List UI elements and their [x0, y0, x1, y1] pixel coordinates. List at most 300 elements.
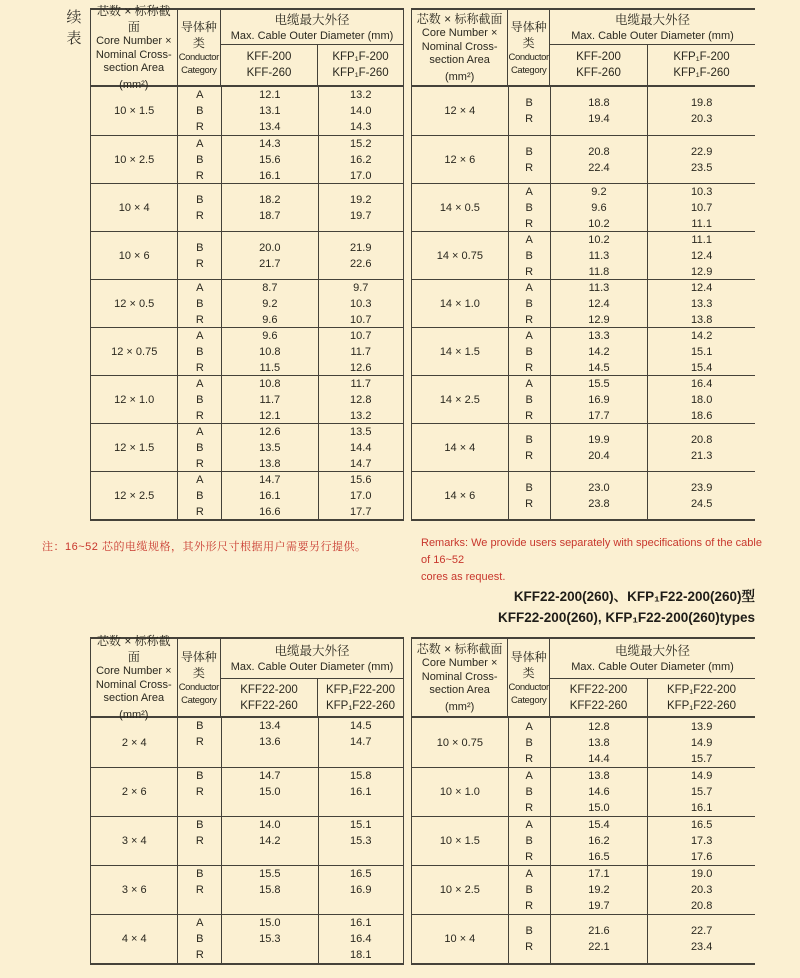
kfp-value: 14.9 [690, 770, 713, 782]
core-header-cell [412, 10, 508, 85]
conductor-letter: A [525, 233, 533, 246]
kfp-value: 17.7 [350, 505, 372, 518]
kfp-values-cell [648, 424, 755, 471]
kff-value: 18.7 [259, 209, 281, 222]
kff-value: 14.7 [259, 770, 281, 782]
diameter-title-en: Max. Cable Outer Diameter (mm) [230, 661, 394, 673]
kfp-column-header: KFP₁F22-200 KFP₁F22-260 [325, 683, 396, 712]
kfp-value: 22.9 [690, 145, 713, 158]
conductor-letter: B [525, 786, 533, 798]
conductor-cell [178, 915, 222, 963]
kfp-value: 19.7 [350, 209, 372, 222]
kff-value: 13.8 [259, 457, 281, 470]
kff-values-cell [222, 280, 318, 327]
conductor-letter: A [525, 281, 533, 294]
kfp-value: 11.7 [350, 377, 372, 390]
diameter-title [221, 639, 403, 679]
conductor-letter: A [525, 185, 533, 198]
remark-english-line1: Remarks: We provide users separately with specifications of the cable of 16~52 [421, 537, 762, 566]
kff-value: 19.2 [588, 884, 610, 896]
conductor-header-en: Category [181, 694, 217, 706]
kff-value: 11.8 [588, 265, 610, 278]
conductor-cell [509, 817, 551, 865]
conductor-letter: B [196, 441, 204, 454]
spec-row [412, 816, 755, 865]
kfp-value: 16.5 [350, 868, 372, 880]
kfp-values-cell [319, 866, 403, 914]
conductor-letter: A [196, 917, 204, 929]
kff-values-cell [551, 768, 649, 816]
kff-value: 14.5 [588, 361, 610, 374]
table1-left-half [90, 4, 404, 521]
kfp-value: 20.3 [690, 884, 713, 896]
kff-value: 18.8 [588, 97, 610, 109]
conductor-header-en: Conductor [508, 681, 549, 693]
kfp-values-cell [319, 328, 403, 375]
spec-row [412, 183, 755, 231]
kff-value: 23.8 [588, 497, 610, 510]
size-cell: 10 × 6 [91, 232, 178, 279]
conductor-header-cn: 导体种 [180, 649, 217, 664]
kff-value: 15.0 [259, 786, 281, 798]
kff-values-cell [222, 866, 318, 914]
kfp-value: 11.1 [691, 217, 712, 230]
kfp-column-header: KFP₁F-200 KFP₁F-260 [673, 51, 730, 79]
diameter-title-cn: 电缆最大外径 [614, 644, 690, 658]
kfp-values-cell [648, 768, 755, 816]
kff-value: 15.6 [259, 153, 281, 166]
spec-row [412, 718, 755, 767]
kfp-value: 14.7 [350, 457, 372, 470]
core-header-en: section Area [103, 692, 165, 704]
kff-values-cell [551, 232, 649, 279]
kff-values-cell [222, 472, 318, 519]
conductor-letter: R [195, 949, 204, 961]
conductor-cell [178, 817, 222, 865]
conductor-cell [509, 718, 551, 767]
kff-value: 19.4 [588, 113, 610, 125]
kff-values-cell [551, 87, 649, 135]
diameter-title-cn: 电缆最大外径 [274, 12, 350, 27]
kfp-value: 10.7 [350, 313, 372, 326]
spec-row [412, 471, 755, 519]
spec-row [91, 471, 403, 519]
kff-value: 11.5 [259, 361, 281, 374]
kfp-value: 23.9 [690, 481, 713, 494]
diameter-title-cn: 电缆最大外径 [274, 644, 350, 658]
kff-values-cell [222, 424, 318, 471]
spec-row [91, 816, 403, 865]
kff-value: 14.2 [588, 345, 610, 358]
spec-row [412, 327, 755, 375]
kff-value: 9.6 [262, 329, 278, 342]
conductor-letter: R [525, 900, 534, 912]
conductor-cell [509, 87, 551, 135]
core-header-en: Core Number × [96, 35, 172, 47]
kff-value: 11.3 [588, 281, 610, 294]
kfp-values-cell [648, 184, 755, 231]
size-cell: 10 × 2.5 [412, 866, 509, 914]
kff-values-cell [222, 184, 318, 231]
conductor-letter: A [196, 137, 204, 150]
kfp-value: 9.7 [353, 281, 369, 294]
table2-right-half [411, 637, 755, 965]
kff-values-cell [551, 328, 649, 375]
conductor-letter: R [525, 161, 534, 174]
kfp-values-cell [648, 232, 755, 279]
kfp-values-cell [648, 472, 755, 519]
kff-value: 14.4 [588, 752, 610, 765]
conductor-letter: R [525, 851, 534, 863]
kfp-values-cell [648, 136, 755, 183]
kff-values-cell [551, 376, 649, 423]
conductor-cell [178, 718, 222, 767]
conductor-header-cn: 类 [522, 35, 535, 50]
conductor-letter: R [525, 313, 534, 326]
kff-value: 21.7 [259, 257, 281, 270]
conductor-letter: B [196, 933, 204, 945]
conductor-cell [178, 87, 222, 135]
conductor-letter: B [525, 249, 533, 262]
kff-values-cell [222, 768, 318, 816]
conductor-cell [178, 472, 222, 519]
kff-values-cell [551, 915, 649, 963]
conductor-letter: B [525, 393, 533, 406]
kfp-values-cell [648, 718, 755, 767]
kff-value: 10.2 [588, 217, 610, 230]
conductor-cell [178, 376, 222, 423]
core-header-en: Nominal Cross- [421, 670, 498, 683]
conductor-header-en: Category [510, 64, 547, 76]
kfp-column-header: KFP₁F22-200 KFP₁F22-260 [666, 683, 737, 712]
kfp-value: 15.8 [350, 770, 372, 782]
conductor-cell [509, 768, 551, 816]
core-header-cell [91, 634, 178, 721]
conductor-letter: R [195, 361, 204, 374]
conductor-cell [509, 472, 551, 519]
kfp-value: 19.0 [690, 868, 713, 880]
kfp-value: 21.9 [350, 241, 372, 254]
diameter-subheader [221, 45, 403, 85]
table2-left-half [90, 634, 404, 965]
conductor-cell [178, 768, 222, 816]
kfp-column-header: KFP₁F-200 KFP₁F-260 [332, 51, 389, 79]
kff-value: 12.9 [588, 313, 610, 326]
kff-value: 23.0 [588, 481, 610, 494]
kfp-value: 14.9 [690, 736, 713, 749]
size-cell: 2 × 6 [91, 768, 178, 816]
conductor-header-cell [508, 639, 550, 716]
kff-value: 12.1 [259, 409, 281, 422]
kff-column-header: KFF-200 KFF-260 [221, 45, 318, 85]
kfp-values-cell [319, 817, 403, 865]
kff-values-cell [222, 328, 318, 375]
kff-value: 12.1 [259, 89, 281, 101]
size-cell: 12 × 4 [412, 87, 509, 135]
kfp-value: 16.5 [690, 819, 713, 831]
spec-row [91, 375, 403, 423]
size-cell: 14 × 1.5 [412, 328, 509, 375]
cable-spec-table-kff [90, 4, 755, 521]
kff-value: 22.4 [588, 161, 610, 174]
conductor-letter: R [195, 209, 204, 222]
kfp-value: 10.3 [350, 297, 372, 310]
kff-value: 16.1 [259, 489, 281, 502]
kfp-value: 17.0 [350, 169, 372, 182]
kfp-value: 24.5 [690, 497, 713, 510]
core-header-en: Core Number × [421, 657, 498, 669]
conductor-cell [509, 184, 551, 231]
kfp-value: 23.4 [690, 941, 713, 953]
kff-values-cell [551, 718, 649, 767]
table-header-row [412, 10, 755, 87]
conductor-letter: R [525, 361, 534, 374]
spec-row [91, 327, 403, 375]
size-cell: 14 × 0.75 [412, 232, 509, 279]
conductor-letter: B [196, 345, 204, 358]
conductor-letter: B [525, 201, 533, 214]
kfp-value: 15.7 [690, 786, 713, 798]
kfp-value: 11.1 [691, 233, 712, 246]
kfp-value: 12.9 [690, 265, 713, 278]
cable-spec-table-kff22 [90, 634, 755, 965]
conductor-header-cn: 导体种 [510, 649, 547, 664]
core-header-en: Nominal Cross- [95, 48, 172, 61]
kff-value: 16.6 [259, 505, 281, 518]
core-header-unit: (mm²) [119, 708, 149, 721]
kff-value: 13.6 [259, 736, 281, 748]
conductor-header-en: Category [181, 64, 217, 76]
kff-value: 9.6 [591, 201, 607, 214]
conductor-header-en: Conductor [178, 681, 219, 693]
conductor-letter: A [196, 473, 204, 486]
conductor-letter: A [525, 377, 533, 390]
kfp-value: 15.4 [690, 361, 713, 374]
kfp-value: 17.6 [690, 851, 713, 863]
kfp-value: 12.6 [350, 361, 372, 374]
kfp-value: 15.1 [350, 819, 372, 831]
kfp-value: 18.1 [350, 949, 372, 961]
conductor-header-en: Conductor [178, 51, 219, 63]
diameter-header [550, 639, 755, 716]
conductor-letter: R [195, 786, 204, 798]
section-title-chinese: KFF22-200(260)、KFP₁F22-200(260)型 [513, 589, 755, 604]
kfp-values-cell [648, 280, 755, 327]
kfp-value: 15.1 [690, 345, 713, 358]
spec-row [91, 183, 403, 231]
kfp-value: 16.4 [690, 377, 713, 390]
spec-row [412, 135, 755, 183]
kff-value: 11.3 [588, 249, 610, 262]
spec-row [412, 423, 755, 471]
size-cell: 10 × 4 [412, 915, 509, 963]
kff-value: 15.5 [259, 868, 281, 880]
remark-chinese: 注：16~52 芯的电缆规格，其外形尺寸根据用户需要另行提供。 [42, 541, 367, 553]
section-title-english: KFF22-200(260), KFP₁F22-200(260)types [498, 610, 755, 625]
kfp-value: 16.4 [350, 933, 372, 945]
kff-value: 21.6 [588, 925, 610, 937]
diameter-subheader [221, 679, 403, 716]
kff-value: 22.1 [588, 941, 610, 953]
core-header-en: section Area [103, 62, 165, 74]
size-cell: 12 × 1.0 [91, 376, 178, 423]
kfp-values-cell [648, 87, 755, 135]
kff-value: 13.8 [588, 736, 610, 749]
kff-value: 9.6 [262, 313, 278, 326]
kfp-value: 10.7 [690, 201, 713, 214]
spec-row [412, 914, 755, 963]
kff-column-header: KFF-200 KFF-260 [550, 45, 648, 85]
size-cell: 14 × 2.5 [412, 376, 509, 423]
conductor-header-cell [508, 10, 550, 85]
conductor-letter: A [196, 89, 204, 101]
kfp-value: 19.8 [690, 97, 713, 109]
kfp-values-cell [648, 866, 755, 914]
conductor-letter: R [195, 257, 204, 270]
kff-column-header: KFF22-200 KFF22-260 [221, 679, 318, 716]
kff-value: 10.2 [588, 233, 610, 246]
conductor-letter: A [525, 720, 533, 733]
kfp-value: 20.8 [690, 433, 713, 446]
kff-value: 17.1 [588, 868, 610, 880]
kff-column-header: KFF22-200 KFF22-260 [550, 679, 648, 716]
conductor-cell [178, 232, 222, 279]
conductor-cell [509, 376, 551, 423]
kff-value: 14.6 [588, 786, 610, 798]
conductor-letter: B [196, 489, 204, 502]
conductor-letter: B [196, 770, 204, 782]
kff-values-cell [551, 817, 649, 865]
conductor-letter: B [196, 153, 204, 166]
conductor-letter: B [196, 241, 204, 254]
kfp-values-cell [319, 718, 403, 767]
conductor-letter: R [195, 457, 204, 470]
kfp-values-cell [319, 915, 403, 963]
kff-value: 16.5 [588, 851, 610, 863]
conductor-letter: R [195, 313, 204, 326]
conductor-letter: B [196, 393, 204, 406]
conductor-letter: B [525, 835, 533, 847]
kfp-value: 22.7 [690, 925, 713, 937]
size-cell: 12 × 0.5 [91, 280, 178, 327]
conductor-letter: R [525, 497, 534, 510]
conductor-letter: R [195, 505, 204, 518]
conductor-header-cn: 类 [192, 665, 205, 680]
spec-row [91, 135, 403, 183]
core-header-en: section Area [429, 684, 490, 696]
size-cell: 14 × 0.5 [412, 184, 509, 231]
size-cell: 10 × 1.5 [91, 87, 178, 135]
kff-values-cell [222, 915, 318, 963]
kff-value: 15.4 [588, 819, 610, 831]
continued-table-label: 续表 [66, 9, 82, 47]
kfp-values-cell [319, 768, 403, 816]
conductor-letter: B [525, 481, 533, 494]
core-header-unit: (mm²) [444, 700, 475, 713]
kfp-value: 16.1 [350, 917, 372, 929]
core-header-en: section Area [429, 54, 490, 66]
kff-values-cell [551, 424, 649, 471]
size-cell: 10 × 1.5 [412, 817, 509, 865]
size-cell: 12 × 6 [412, 136, 509, 183]
kfp-value: 16.1 [350, 786, 372, 798]
kff-value: 17.7 [588, 409, 610, 422]
kff-value: 12.8 [588, 720, 610, 733]
diameter-subheader [550, 45, 755, 85]
kff-value: 15.0 [588, 802, 610, 814]
spec-row [91, 718, 403, 767]
conductor-cell [178, 280, 222, 327]
table-header-row [91, 634, 403, 721]
kfp-value: 10.3 [690, 185, 713, 198]
kff-value: 12.4 [588, 297, 610, 310]
conductor-letter: B [196, 868, 204, 880]
kfp-value: 16.2 [350, 153, 372, 166]
conductor-cell [509, 232, 551, 279]
kff-value: 14.7 [259, 473, 281, 486]
conductor-letter: B [196, 105, 204, 117]
kfp-value: 21.3 [690, 449, 713, 462]
conductor-letter: A [525, 770, 533, 782]
diameter-title [550, 10, 755, 45]
conductor-cell [509, 915, 551, 963]
kff-value: 13.5 [259, 441, 281, 454]
kfp-value: 15.7 [690, 752, 713, 765]
spec-row [412, 865, 755, 914]
conductor-letter: B [196, 297, 204, 310]
kff-values-cell [222, 718, 318, 767]
conductor-letter: A [525, 868, 533, 880]
kff-values-cell [551, 472, 649, 519]
kfp-values-cell [319, 376, 403, 423]
size-cell: 10 × 2.5 [91, 136, 178, 183]
spec-row [412, 279, 755, 327]
kff-value: 19.9 [588, 433, 610, 446]
kfp-value: 15.3 [350, 835, 372, 847]
conductor-letter: B [525, 297, 533, 310]
conductor-cell [178, 136, 222, 183]
conductor-letter: A [196, 425, 204, 438]
conductor-cell [178, 184, 222, 231]
conductor-letter: B [525, 736, 533, 749]
kff-value [222, 947, 317, 963]
size-cell: 10 × 1.0 [412, 768, 509, 816]
spec-row [91, 279, 403, 327]
diameter-title [221, 10, 403, 45]
diameter-title-en: Max. Cable Outer Diameter (mm) [230, 29, 394, 42]
kff-value: 13.3 [588, 329, 610, 342]
kfp-value: 13.8 [690, 313, 713, 326]
diameter-header [550, 10, 755, 85]
kff-value: 13.1 [259, 105, 281, 117]
conductor-letter: R [525, 941, 534, 953]
kfp-value: 13.5 [350, 425, 372, 438]
kfp-values-cell [319, 87, 403, 135]
spec-row [91, 423, 403, 471]
kfp-value: 12.4 [690, 281, 713, 294]
remark-english [421, 535, 771, 586]
kfp-value: 14.3 [350, 121, 372, 133]
conductor-header-cn: 类 [522, 665, 535, 680]
spec-row [91, 865, 403, 914]
conductor-letter: B [525, 345, 533, 358]
conductor-letter: R [525, 752, 534, 765]
kff-value: 15.5 [588, 377, 610, 390]
conductor-letter: R [525, 449, 534, 462]
kfp-value: 15.6 [350, 473, 372, 486]
conductor-letter: A [196, 329, 204, 342]
conductor-letter: A [525, 819, 533, 831]
